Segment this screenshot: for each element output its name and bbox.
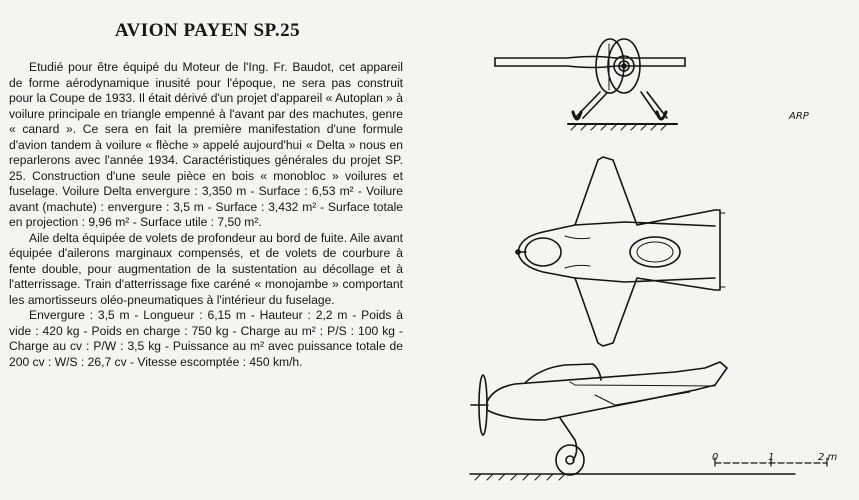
front-view-drawing [495,39,685,130]
plan-view-drawing [516,157,725,346]
scale-label-zero: 0 [712,452,719,463]
scale-label-one: 1 [768,452,775,463]
aircraft-drawings [415,0,859,500]
paragraph-intro: Etudié pour être équipé du Moteur de l'Ing. Fr. Baudot, cet appareil de forme aérodynamique inusité pour l'époque, ne sera pas construit pour la Coupe de 1933. Il était dérivé d'un projet d'appareil « Autoplan » à voilure principale en triangle empenné à l'avant par des machutes, genre « canard ». Ce sera en fait la première manifestation d'une formule d'avion tandem à voilure « flèche » appelé aujourd'hui « Delta » nous en reparlerons avec l'année 1934. Caractéristiques générales du projet SP. 25. Construction d'une seule pièce en bois « monobloc » voilures et fuselage. Voilure Delta envergure : 3,350 m - Surface : 6,53 m² - Voilure avant (machute) : envergure : 3,5 m - Surface : 3,432 m² - Surface totale en projection : 9,96 m² - Surface utile : 7,50 m². [9,60,403,229]
artist-signature: ARP [789,111,809,122]
article-title: AVION PAYEN SP.25 [114,20,301,41]
paragraph-specs: Envergure : 3,5 m - Longueur : 6,15 m - Hauteur : 2,2 m - Poids à vide : 420 kg - Poids en charge : 750 kg - Charge au m² : P/S : 100 kg - Charge au cv : P/W : 3,5 kg - Puissance au m² avec puissance totale de 200 cv : W/S : 26,7 cv - Vitesse escomptée : 450 km/h. [9,308,403,369]
article-body [9,60,403,370]
scale-label-two: 2 m [818,452,838,463]
paragraph-wing: Aile delta équipée de volets de profondeur au bord de fuite. Aile avant équipée d'ailerons marginaux compensés, et de volets de courbure à fente double, pour augmentation de la sustentation au décollage et à l'atterrissage. Train d'atterrissage fixe caréné « monojambe » comportant les amortisseurs oléo-pneumatiques à l'intérieur du fuselage. [9,230,403,307]
